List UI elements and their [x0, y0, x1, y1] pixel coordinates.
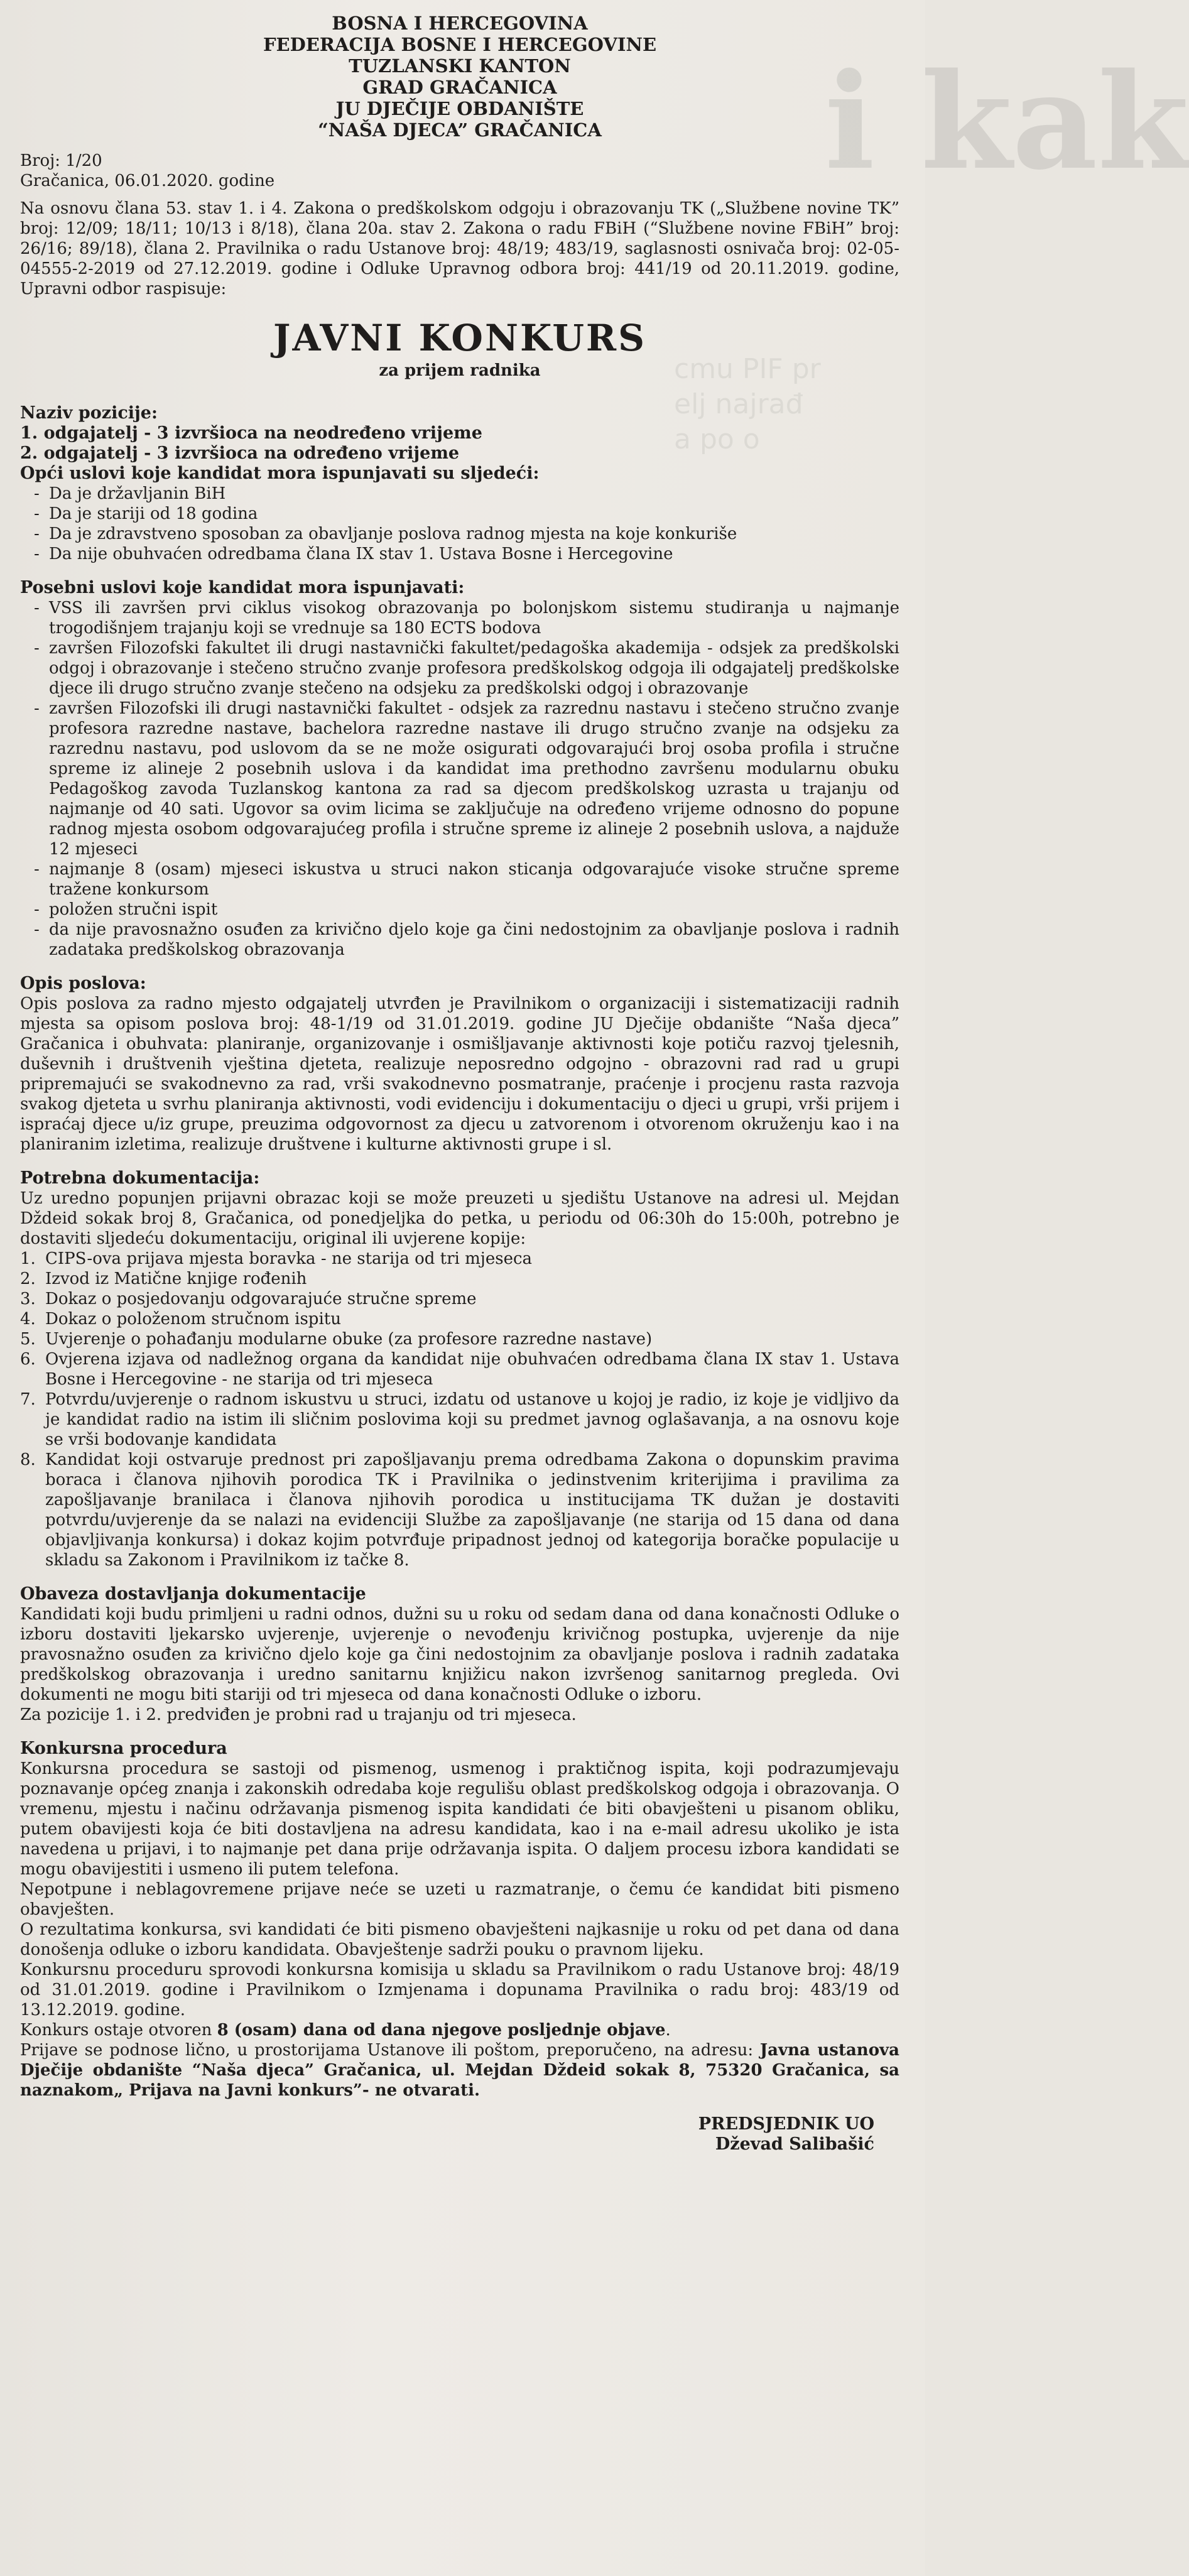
list-item: - Da je zdravstveno sposoban za obavljanje poslova radnog mjesta na koje konkuriše — [34, 524, 899, 544]
documents-heading: Potrebna dokumentacija: — [20, 1168, 260, 1188]
list-item: - da nije pravosnažno osuđen za krivično djelo koje ga čini nedostojnim za obavljanje poslova i radnih zadataka predškolskog obrazovanja — [34, 920, 899, 960]
institution-header — [20, 13, 899, 141]
general-conditions-list — [20, 484, 899, 564]
list-item: 1. CIPS-ova prijava mjesta boravka - ne starija od tri mjeseca — [20, 1249, 533, 1268]
bleed-through-graphic: i kak — [825, 44, 1189, 199]
list-item: - položen stručni ispit — [34, 899, 899, 920]
legal-basis-paragraph: Na osnovu člana 53. stav 1. i 4. Zakona o predškolskom odgoju i obrazovanju TK („Službene novine TK” broj: 12/09; 18/11; 10/13 i 8/18), člana 20a. stav 2. Zakona o radu FBiH (“Službene novine FBiH” broj: 26/16; 89/18), člana 2. Pravilnika o radu Ustanove broj: 48/19; 483/19, saglasnosti osnivača broj: 02-05-04555-2-2019 od 27.12.2019. godine i Odluke Upravnog odbora broj: 441/19 od 20.11.2019. godine, Upravni odbor raspisuje: — [20, 199, 899, 298]
job-description-heading: Opis poslova: — [20, 974, 146, 993]
position-item: 2. odgajatelj - 3 izvršioca na određeno vrijeme — [20, 443, 460, 463]
list-item: 3. Dokaz o posjedovanju odgovarajuće stručne spreme — [20, 1290, 477, 1308]
procedure-paragraph: Konkursnu proceduru sprovodi konkursna komisija u skladu sa Pravilnikom o radu Ustanove broj: 48/19 od 31.01.2019. godine i Pravilnikom o Izmjenama i dopunama Pravilnika o radu broj: 483/19 od 13.12.2019. godine. — [20, 1960, 899, 2019]
header-line: GRAD GRAČANICA — [362, 77, 557, 98]
list-item: - završen Filozofski ili drugi nastavnički fakultet - odsjek za razrednu nastavu i stečeno stručno zvanje profesora razredne nastave, bachelora razredne nastave ili drugo stručno zvanje na odsjeku za razrednu nastavu, pod uslovom da se ne može osigurati odgovarajući broj osoba profila i stručne spreme iz alineje 2 posebnih uslova i da kandidat ima prethodno završenu modularnu obuku Pedagoškog zavoda Tuzlanskog kantona za rad sa djecom predškolskog uzrasta u trajanju od najmanje od 40 sati. Ugovor sa ovim licima se zaključuje na određeno vrijeme odnosno do popune radnog mjesta osobom odgovarajućeg profila i stručne spreme iz alineje 2 posebnih uslova, a najduže 12 mjeseci — [34, 698, 899, 859]
list-item: 6. Ovjerena izjava od nadležnog organa da kandidat nije obuhvaćen odredbama člana IX stav 1. Ustava Bosne i Hercegovine - ne starija od tri mjeseca — [20, 1350, 899, 1389]
probation-note: Za pozicije 1. i 2. predviđen je probni rad u trajanju od tri mjeseca. — [20, 1705, 577, 1724]
obligation-heading: Obaveza dostavljanja dokumentacije — [20, 1584, 366, 1604]
notice-subtitle: za prijem radnika — [379, 361, 541, 380]
list-item: 7. Potvrdu/uvjerenje o radnom iskustvu u struci, izdatu od ustanove u kojoj je radio, iz koje je vidljivo da je kandidat radio na istim ili sličnim poslovima koji su predmet javnog oglašavanja, a na osnovu koje se vrši bodovanje kandidata — [20, 1390, 899, 1449]
deadline-paragraph: Konkurs ostaje otvoren 8 (osam) dana od dana njegove posljednje objave. — [20, 2021, 671, 2040]
general-conditions-heading: Opći uslovi koje kandidat mora ispunjavati su sljedeći: — [20, 464, 540, 483]
procedure-heading: Konkursna procedura — [20, 1739, 227, 1758]
documents-list — [20, 1249, 899, 1570]
reference-number: Broj: 1/20 — [20, 151, 102, 170]
list-item: 5. Uvjerenje o pohađanju modularne obuke (za profesore razredne nastave) — [20, 1330, 653, 1349]
procedure-paragraph: O rezultatima konkursa, svi kandidati će biti pismeno obavješteni najkasnije u roku od pet dana od dana donošenja odluke o izboru kandidata. Obavještenje sadrži pouku o pravnom lijeku. — [20, 1920, 899, 1959]
list-item: - završen Filozofski fakultet ili drugi nastavnički fakultet/pedagoška akademija - odsjek za predškolski odgoj i obrazovanje i stečeno stručno zvanje profesora predškolskog odgoja ili odgajatelj predškolske djece ili drugo stručno zvanje stečeno na odsjeku za predškolski odgoj i obrazovanje — [34, 638, 899, 698]
signature-name: Dževad Salibašić — [715, 2134, 874, 2154]
documents-intro: Uz uredno popunjen prijavni obrazac koji se može preuzeti u sjedištu Ustanove na adresi ul. Mejdan Dždeid sokak broj 8, Gračanica, od ponedjeljka do petka, u periodu od 06:30h do 15:00h, potrebno je dostaviti sljedeću dokumentaciju, original ili uvjerene kopije: — [20, 1189, 899, 1248]
deadline-duration: 8 (osam) dana od dana njegove posljednje objave — [217, 2021, 666, 2040]
notice-title: JAVNI KONKURS — [273, 317, 646, 359]
positions-heading: Naziv pozicije: — [20, 403, 158, 423]
reference-date: Gračanica, 06.01.2020. godine — [20, 171, 275, 190]
procedure-paragraph: Nepotpune i neblagovremene prijave neće se uzeti u razmatranje, o čemu će kandidat biti pismeno obavješten. — [20, 1880, 899, 1919]
list-item: 8. Kandidat koji ostvaruje prednost pri zapošljavanju prema odredbama Zakona o dopunskim pravima boraca i članova njihovih porodica TK i Pravilnika o jedinstvenim kriterijima i pravilima za zapošljavanje branilaca i članova njihovih porodica u institucijama TK dužan je dostaviti potvrdu/uvjerenje da se nalazi na evidenciji Službe za zapošljavanje (ne starija od 15 dana od dana objavljivanja konkursa) i dokaz kojim potvrđuje pripadnost jednoj od kategorija boračke populacije u skladu sa Zakonom i Pravilnikom iz tačke 8. — [20, 1450, 899, 1570]
signature-role: PREDSJEDNIK UO — [698, 2114, 874, 2134]
position-item: 1. odgajatelj - 3 izvršioca na neodređeno vrijeme — [20, 423, 482, 443]
list-item: - Da je stariji od 18 godina — [34, 504, 899, 524]
bleed-through-text: cmu PIF pr elj najrađ a po o — [674, 353, 821, 455]
list-item: - VSS ili završen prvi ciklus visokog obrazovanja po bolonjskom sistemu studiranja u najmanje trogodišnjem trajanju koji se vrednuje sa 180 ECTS bodova — [34, 598, 899, 638]
notice-content — [20, 13, 899, 2155]
header-line: BOSNA I HERCEGOVINA — [332, 13, 588, 34]
signature-block — [20, 2114, 899, 2155]
obligation-text: Kandidati koji budu primljeni u radni odnos, dužni su u roku od sedam dana od dana konačnosti Odluke o izboru dostaviti ljekarsko uvjerenje, uvjerenje o nevođenju krivičnog postupka, uvjerenje da nije pravosnažno osuđen za krivično djelo koje ga čini nedostojnim za obavljanje poslova i radnih zadataka predškolskog obrazovanja i uredno sanitarnu knjižicu nakon izvršenog sanitarnog pregleda. Ovi dokumenti ne mogu biti stariji od tri mjeseca od dana konačnosti Odluke o izboru. — [20, 1605, 899, 1704]
list-item: 4. Dokaz o položenom stručnom ispitu — [20, 1310, 341, 1329]
procedure-paragraph: Konkursna procedura se sastoji od pismenog, usmenog i praktičnog ispita, koji podrazumjevaju poznavanje općeg znanja i zakonskih odredaba koje regulišu oblast predškolskog odgoja i obrazovanja. O vremenu, mjestu i načinu održavanja pismenog ispita kandidati će biti obavješteni u pisanom obliku, putem obavijesti koja će biti dostavljena na adresu kandidata, kao i na e-mail adresu ukoliko je ista navedena u prijavi, i to najmanje pet dana prije održavanja ispita. O daljem procesu izbora kandidati se mogu obavijestiti i usmeno ili putem telefona. — [20, 1759, 899, 1879]
header-line: TUZLANSKI KANTON — [349, 55, 571, 77]
list-item: - najmanje 8 (osam) mjeseci iskustva u struci nakon sticanja odgovarajuće visoke stručne spreme traženе konkursom — [34, 859, 899, 899]
header-line: “NAŠA DJECA” GRAČANICA — [318, 119, 602, 141]
special-conditions-list — [20, 598, 899, 960]
list-item: - Da nije obuhvaćen odredbama člana IX stav 1. Ustava Bosne i Hercegovine — [34, 544, 899, 564]
list-item: 2. Izvod iz Matične knjige rođenih — [20, 1269, 307, 1288]
special-conditions-heading: Posebni uslovi koje kandidat mora ispunjavati: — [20, 578, 465, 597]
submission-paragraph: Prijave se podnose lično, u prostorijama Ustanove ili poštom, preporučeno, na adresu: Javna ustanova Dječije obdanište “Naša djeca” Gračanica, ul. Mejdan Dždeid sokak 8, 75320 Gračanica, sa naznakom„ Prijava na Javni konkurs”- ne otvarati. — [20, 2041, 900, 2100]
reference-block — [20, 151, 899, 191]
header-line: FEDERACIJA BOSNE I HERCEGOVINE — [263, 34, 657, 55]
submission-address: Javna ustanova Dječije obdanište “Naša djeca” Gračanica, ul. Mejdan Dždeid sokak 8, 75320 Gračanica, sa naznakom„ Prijava na Javni konkurs”- ne otvarati. — [20, 2041, 900, 2100]
header-line: JU DJEČIJE OBDANIŠTE — [335, 98, 584, 119]
job-description-text: Opis poslova za radno mjesto odgajatelj utvrđen je Pravilnikom o organizaciji i sistematizaciji radnih mjesta sa opisom poslova broj: 48-1/19 od 31.01.2019. godine JU Dječije obdanište “Naša djeca” Gračanica i obuhvata: planiranje, organizovanje i osmišljavanje aktivnosti koje potiču razvoj tjelesnih, duševnih i društvenih vještina djeteta, realizuje neposredno odgojno - obrazovni rad rad u grupi pripremajući se svakodnevno za rad, vrši svakodnevno posmatranje, praćenje i procjenu rasta razvoja svakog djeteta u svrhu planiranja aktivnosti, vodi evidenciju i dokumentaciju o djeci u grupi, vrši prijem i ispraćaj djece u/iz grupe, preuzima odgovornost za djecu u zatvorenom i otvorenom okruženju kao i na planiranim izletima, realizuje društvene i kulturne aktivnosti grupe i sl. — [20, 994, 899, 1154]
list-item: - Da je državljanin BiH — [34, 484, 899, 504]
